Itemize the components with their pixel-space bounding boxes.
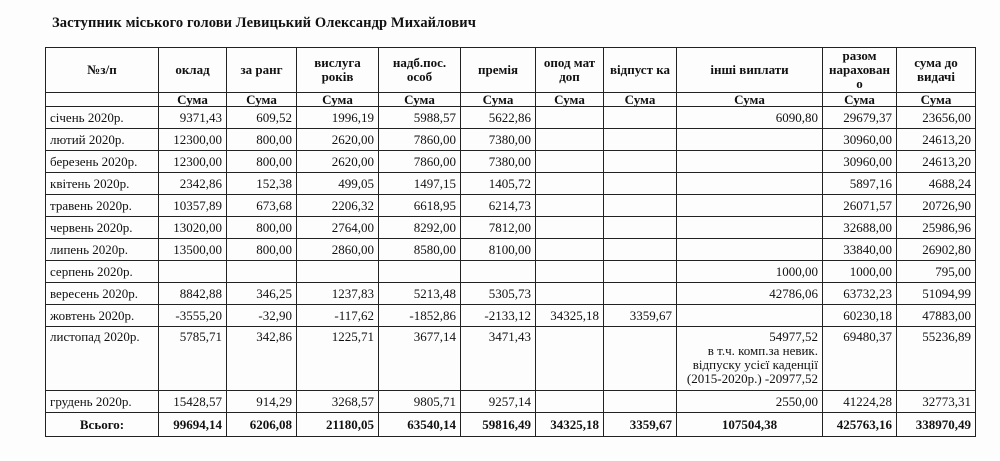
cell-nadb	[379, 173, 461, 195]
cell-matdop	[536, 305, 604, 327]
cell-matdop	[536, 239, 604, 261]
cell-razom	[823, 217, 897, 239]
cell-note: в т.ч. комп.за невик. відпуску усієї каденції (2015-2020р.) -20977,52	[686, 343, 818, 386]
cell-premiya	[461, 239, 536, 261]
cell-premiya	[461, 283, 536, 305]
total-vidpustka: 3359,67	[604, 413, 677, 437]
cell-vysluha	[297, 391, 379, 413]
cell-value: 9805,71	[413, 393, 456, 409]
cell-vidpustka	[604, 217, 677, 239]
cell-vysluha	[297, 151, 379, 173]
cell-premiya	[461, 261, 536, 283]
cell-vidpustka	[604, 129, 677, 151]
total-vysluha: 21180,05	[297, 413, 379, 437]
cell-value: травень 2020р.	[50, 197, 132, 213]
cell-value: 55236,89	[922, 329, 971, 344]
cell-premiya	[461, 129, 536, 151]
cell-value: 2764,00	[331, 219, 374, 235]
cell-vidpustka	[604, 391, 677, 413]
col-header-oklad: оклад	[159, 48, 227, 93]
cell-value: вересень 2020р.	[50, 285, 139, 301]
cell-value: 1000,00	[775, 263, 818, 279]
total-matdop: 34325,18	[536, 413, 604, 437]
cell-value: 42786,06	[769, 285, 818, 301]
table-row	[46, 195, 976, 217]
col-header-premiya: премія	[461, 48, 536, 93]
cell-value: 3268,57	[331, 393, 374, 409]
cell-value: 152,38	[256, 175, 292, 191]
cell-rang	[227, 391, 297, 413]
cell-premiya	[461, 195, 536, 217]
cell-month	[46, 327, 159, 391]
cell-value: 3471,43	[488, 329, 531, 344]
col-header-inshi: інші виплати	[677, 48, 823, 93]
cell-razom	[823, 305, 897, 327]
cell-value: 800,00	[256, 241, 292, 257]
subheader-cell: Сума	[897, 93, 976, 107]
cell-vysluha	[297, 173, 379, 195]
cell-inshi	[677, 151, 823, 173]
cell-value: 47883,00	[922, 307, 971, 323]
cell-vidpustka	[604, 107, 677, 129]
cell-value: 3677,14	[413, 329, 456, 344]
cell-rang	[227, 261, 297, 283]
cell-value: 7860,00	[413, 153, 456, 169]
cell-value: квітень 2020р.	[50, 175, 130, 191]
cell-vydacha	[897, 151, 976, 173]
cell-nadb	[379, 327, 461, 391]
cell-oklad	[159, 261, 227, 283]
cell-oklad	[159, 239, 227, 261]
cell-value: 32688,00	[843, 219, 892, 235]
cell-value: 2206,32	[331, 197, 374, 213]
total-label: Всього:	[46, 413, 159, 437]
cell-value: -32,90	[258, 307, 292, 323]
cell-vidpustka	[604, 239, 677, 261]
cell-value: 8100,00	[488, 241, 531, 257]
cell-oklad	[159, 107, 227, 129]
cell-vydacha	[897, 239, 976, 261]
cell-nadb	[379, 305, 461, 327]
cell-rang	[227, 327, 297, 391]
cell-value: 6090,80	[775, 109, 818, 125]
cell-premiya	[461, 327, 536, 391]
cell-matdop	[536, 129, 604, 151]
cell-razom	[823, 283, 897, 305]
subheader-cell: Сума	[604, 93, 677, 107]
total-oklad: 99694,14	[159, 413, 227, 437]
cell-premiya	[461, 151, 536, 173]
subheader-cell: Сума	[379, 93, 461, 107]
salary-table	[45, 47, 976, 437]
cell-value: 1225,71	[331, 329, 374, 344]
cell-vydacha	[897, 195, 976, 217]
cell-razom	[823, 261, 897, 283]
subheader-cell: Сума	[227, 93, 297, 107]
cell-value: 60230,18	[843, 307, 892, 323]
cell-value: 13020,00	[173, 219, 222, 235]
cell-value: 9371,43	[179, 109, 222, 125]
cell-month	[46, 239, 159, 261]
cell-razom	[823, 391, 897, 413]
cell-nadb	[379, 261, 461, 283]
cell-premiya	[461, 107, 536, 129]
cell-razom	[823, 239, 897, 261]
table-row	[46, 391, 976, 413]
cell-nadb	[379, 239, 461, 261]
table-row	[46, 173, 976, 195]
cell-vydacha	[897, 173, 976, 195]
cell-value: 6618,95	[413, 197, 456, 213]
cell-value: -3555,20	[175, 307, 222, 323]
cell-vydacha	[897, 261, 976, 283]
cell-value: 795,00	[935, 263, 971, 279]
cell-value: 32773,31	[922, 393, 971, 409]
cell-value: 5305,73	[488, 285, 531, 301]
cell-razom	[823, 173, 897, 195]
total-row	[46, 413, 976, 437]
table-row	[46, 305, 976, 327]
cell-oklad	[159, 217, 227, 239]
cell-vidpustka	[604, 261, 677, 283]
cell-value: 8842,88	[179, 285, 222, 301]
cell-nadb	[379, 107, 461, 129]
total-inshi: 107504,38	[677, 413, 823, 437]
cell-value: 2550,00	[775, 393, 818, 409]
cell-premiya	[461, 217, 536, 239]
col-header-vysluha: вислуга років	[297, 48, 379, 93]
cell-matdop	[536, 391, 604, 413]
cell-value: 33840,00	[843, 241, 892, 257]
cell-oklad	[159, 195, 227, 217]
cell-month	[46, 217, 159, 239]
cell-value: 54977,52	[769, 329, 818, 344]
cell-month	[46, 195, 159, 217]
cell-vysluha	[297, 239, 379, 261]
cell-oklad	[159, 173, 227, 195]
cell-value: 51094,99	[922, 285, 971, 301]
cell-value: 12300,00	[173, 131, 222, 147]
cell-nadb	[379, 391, 461, 413]
cell-vysluha	[297, 261, 379, 283]
cell-vydacha	[897, 391, 976, 413]
cell-value: 1000,00	[849, 263, 892, 279]
cell-premiya	[461, 173, 536, 195]
cell-matdop	[536, 217, 604, 239]
col-header-matdop: опод мат доп	[536, 48, 604, 93]
cell-inshi	[677, 173, 823, 195]
cell-vydacha	[897, 217, 976, 239]
cell-razom	[823, 151, 897, 173]
cell-value: 5622,86	[488, 109, 531, 125]
cell-vidpustka	[604, 305, 677, 327]
cell-month	[46, 129, 159, 151]
total-razom: 425763,16	[823, 413, 897, 437]
col-header-nadb: надб.пос. особ	[379, 48, 461, 93]
cell-vysluha	[297, 107, 379, 129]
cell-value: 342,86	[256, 329, 292, 344]
cell-oklad	[159, 129, 227, 151]
col-header-razom: разом нарахован о	[823, 48, 897, 93]
subheader-cell: Сума	[677, 93, 823, 107]
cell-nadb	[379, 195, 461, 217]
table-row	[46, 283, 976, 305]
cell-value: 2620,00	[331, 131, 374, 147]
cell-matdop	[536, 327, 604, 391]
cell-value: -2133,12	[484, 307, 531, 323]
cell-value: 346,25	[256, 285, 292, 301]
cell-value: 1996,19	[331, 109, 374, 125]
cell-month	[46, 261, 159, 283]
header-row	[46, 48, 976, 93]
col-header-vydacha: сума до видачі	[897, 48, 976, 93]
cell-inshi	[677, 239, 823, 261]
cell-inshi	[677, 391, 823, 413]
cell-value: -117,62	[334, 307, 374, 323]
subheader-cell: Сума	[297, 93, 379, 107]
cell-value: 29679,37	[843, 109, 892, 125]
cell-vidpustka	[604, 195, 677, 217]
cell-value: 13500,00	[173, 241, 222, 257]
cell-rang	[227, 305, 297, 327]
cell-value: жовтень 2020р.	[50, 307, 135, 323]
cell-value: 5785,71	[179, 329, 222, 344]
cell-value: 8292,00	[413, 219, 456, 235]
subheader-cell: Сума	[461, 93, 536, 107]
cell-month	[46, 173, 159, 195]
cell-value: 499,05	[338, 175, 374, 191]
table-row	[46, 129, 976, 151]
cell-value: 69480,37	[843, 329, 892, 344]
cell-value: 30960,00	[843, 131, 892, 147]
cell-value: 63732,23	[843, 285, 892, 301]
cell-value: 1405,72	[488, 175, 531, 191]
cell-oklad	[159, 283, 227, 305]
table-row	[46, 217, 976, 239]
cell-value: березень 2020р.	[50, 153, 138, 169]
cell-vysluha	[297, 195, 379, 217]
cell-value: 7380,00	[488, 153, 531, 169]
cell-month	[46, 305, 159, 327]
cell-value: 15428,57	[173, 393, 222, 409]
cell-oklad	[159, 305, 227, 327]
cell-value: 30960,00	[843, 153, 892, 169]
cell-value: 7812,00	[488, 219, 531, 235]
table-row	[46, 327, 976, 391]
cell-value: 3359,67	[629, 307, 672, 323]
cell-value: 800,00	[256, 219, 292, 235]
cell-razom	[823, 107, 897, 129]
cell-value: 24613,20	[922, 153, 971, 169]
cell-nadb	[379, 129, 461, 151]
col-header-rang: за ранг	[227, 48, 297, 93]
cell-vydacha	[897, 129, 976, 151]
cell-value: лютий 2020р.	[50, 131, 125, 147]
cell-value: 609,52	[256, 109, 292, 125]
cell-inshi	[677, 129, 823, 151]
cell-rang	[227, 195, 297, 217]
cell-matdop	[536, 195, 604, 217]
cell-value: грудень 2020р.	[50, 393, 132, 409]
cell-value: 9257,14	[488, 393, 531, 409]
cell-value: січень 2020р.	[50, 109, 124, 125]
total-premiya: 59816,49	[461, 413, 536, 437]
cell-value: серпень 2020р.	[50, 263, 133, 279]
cell-value: 34325,18	[550, 307, 599, 323]
cell-value: 7860,00	[413, 131, 456, 147]
cell-rang	[227, 217, 297, 239]
cell-month	[46, 107, 159, 129]
cell-value: листопад 2020р.	[50, 329, 140, 344]
cell-value: 800,00	[256, 153, 292, 169]
cell-value: 8580,00	[413, 241, 456, 257]
cell-value: 25986,96	[922, 219, 971, 235]
cell-value: 800,00	[256, 131, 292, 147]
cell-razom	[823, 195, 897, 217]
total-vydacha: 338970,49	[897, 413, 976, 437]
cell-matdop	[536, 107, 604, 129]
cell-inshi	[677, 195, 823, 217]
cell-rang	[227, 283, 297, 305]
cell-rang	[227, 239, 297, 261]
cell-value: червень 2020р.	[50, 219, 133, 235]
cell-razom	[823, 129, 897, 151]
cell-value: 24613,20	[922, 131, 971, 147]
cell-nadb	[379, 217, 461, 239]
cell-oklad	[159, 391, 227, 413]
cell-vydacha	[897, 327, 976, 391]
cell-vysluha	[297, 283, 379, 305]
cell-value: 2342,86	[179, 175, 222, 191]
cell-value: 20726,90	[922, 197, 971, 213]
cell-value: 12300,00	[173, 153, 222, 169]
cell-vidpustka	[604, 327, 677, 391]
cell-inshi	[677, 261, 823, 283]
cell-vysluha	[297, 305, 379, 327]
cell-value: 4688,24	[928, 175, 971, 191]
cell-inshi	[677, 327, 823, 391]
cell-oklad	[159, 151, 227, 173]
subheader-cell	[46, 93, 159, 107]
cell-value: 41224,28	[843, 393, 892, 409]
cell-vidpustka	[604, 283, 677, 305]
table-row	[46, 151, 976, 173]
cell-value: 2620,00	[331, 153, 374, 169]
cell-vydacha	[897, 283, 976, 305]
cell-vydacha	[897, 107, 976, 129]
cell-value: -1852,86	[409, 307, 456, 323]
subheader-cell: Сума	[159, 93, 227, 107]
cell-oklad	[159, 327, 227, 391]
cell-vidpustka	[604, 173, 677, 195]
cell-matdop	[536, 151, 604, 173]
cell-month	[46, 151, 159, 173]
cell-value: 5897,16	[849, 175, 892, 191]
table-row	[46, 261, 976, 283]
cell-vidpustka	[604, 151, 677, 173]
total-nadb: 63540,14	[379, 413, 461, 437]
cell-value: 1237,83	[331, 285, 374, 301]
cell-matdop	[536, 261, 604, 283]
col-header-vidpustka: відпуст ка	[604, 48, 677, 93]
subheader-cell: Сума	[536, 93, 604, 107]
cell-value: 26071,57	[843, 197, 892, 213]
cell-value: 5988,57	[413, 109, 456, 125]
cell-nadb	[379, 151, 461, 173]
cell-vydacha	[897, 305, 976, 327]
cell-rang	[227, 107, 297, 129]
cell-premiya	[461, 305, 536, 327]
total-rang: 6206,08	[227, 413, 297, 437]
table-row	[46, 239, 976, 261]
cell-month	[46, 391, 159, 413]
document-title: Заступник міського голови Левицький Олександр Михайлович	[52, 15, 477, 31]
cell-value: 10357,89	[173, 197, 222, 213]
cell-razom	[823, 327, 897, 391]
subheader-row	[46, 93, 976, 107]
cell-inshi	[677, 107, 823, 129]
cell-value: 6214,73	[488, 197, 531, 213]
cell-month	[46, 283, 159, 305]
table-row	[46, 107, 976, 129]
subheader-cell: Сума	[823, 93, 897, 107]
cell-rang	[227, 173, 297, 195]
cell-value: 5213,48	[413, 285, 456, 301]
cell-value: 7380,00	[488, 131, 531, 147]
cell-value: 2860,00	[331, 241, 374, 257]
cell-inshi	[677, 305, 823, 327]
cell-value: 26902,80	[922, 241, 971, 257]
cell-value: 23656,00	[922, 109, 971, 125]
cell-vysluha	[297, 217, 379, 239]
cell-rang	[227, 129, 297, 151]
cell-value: 1497,15	[413, 175, 456, 191]
cell-vysluha	[297, 327, 379, 391]
cell-value: липень 2020р.	[50, 241, 129, 257]
cell-nadb	[379, 283, 461, 305]
col-header-number: №з/п	[46, 48, 159, 93]
cell-premiya	[461, 391, 536, 413]
cell-vysluha	[297, 129, 379, 151]
cell-matdop	[536, 173, 604, 195]
cell-rang	[227, 151, 297, 173]
cell-inshi	[677, 217, 823, 239]
cell-value: 914,29	[256, 393, 292, 409]
cell-value: 673,68	[256, 197, 292, 213]
cell-matdop	[536, 283, 604, 305]
cell-inshi	[677, 283, 823, 305]
